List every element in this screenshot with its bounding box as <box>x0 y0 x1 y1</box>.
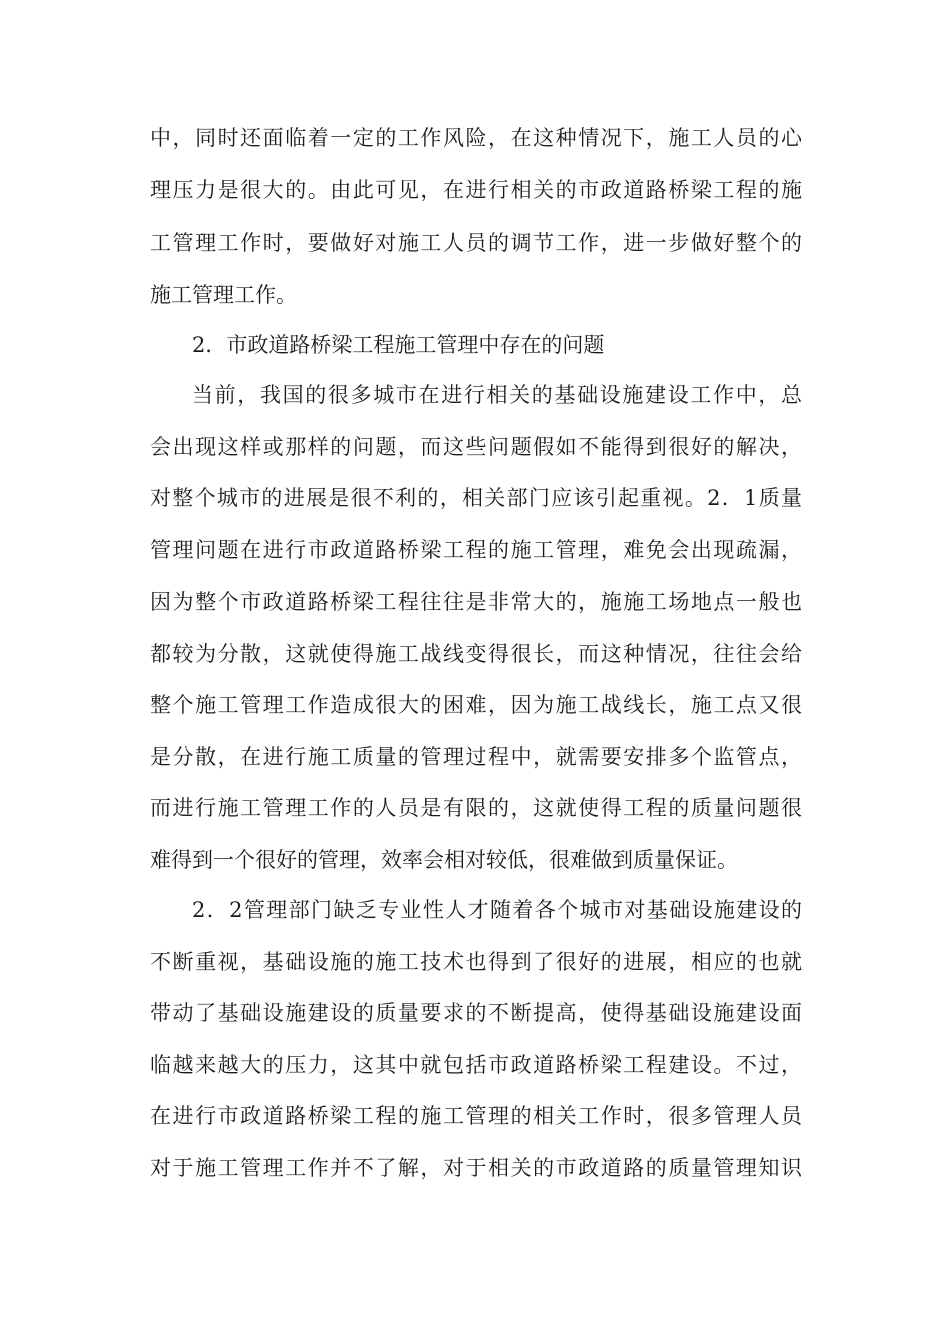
text-line: 中，同时还面临着一定的工作风险，在这种情况下，施工人员的心 <box>150 126 802 150</box>
text-line: 是分散，在进行施工质量的管理过程中，就需要安排多个监管点， <box>150 745 802 769</box>
text-line: 管理问题在进行市政道路桥梁工程的施工管理，难免会出现疏漏， <box>150 538 802 562</box>
text-line: 当前，我国的很多城市在进行相关的基础设施建设工作中，总 <box>192 383 802 407</box>
text-line: 工管理工作时，要做好对施工人员的调节工作，进一步做好整个的 <box>150 231 802 255</box>
text-line: 临越来越大的压力，这其中就包括市政道路桥梁工程建设。不过， <box>150 1053 802 1077</box>
text-line: 难得到一个很好的管理，效率会相对较低，很难做到质量保证。 <box>150 848 738 872</box>
text-line: 在进行市政道路桥梁工程的施工管理的相关工作时，很多管理人员 <box>150 1104 802 1128</box>
text-line: 会出现这样或那样的问题，而这些问题假如不能得到很好的解决， <box>150 435 802 459</box>
text-line: 对整个城市的进展是很不利的，相关部门应该引起重视。2．1质量 <box>150 486 802 510</box>
text-line: 因为整个市政道路桥梁工程往往是非常大的，施施工场地点一般也 <box>150 590 802 614</box>
text-line: 对于施工管理工作并不了解，对于相关的市政道路的质量管理知识 <box>150 1156 802 1180</box>
text-line: 都较为分散，这就使得施工战线变得很长，而这种情况，往往会给 <box>150 642 802 666</box>
text-line: 施工管理工作。 <box>150 283 297 307</box>
text-line: 带动了基础设施建设的质量要求的不断提高，使得基础设施建设面 <box>150 1001 802 1025</box>
text-line: 而进行施工管理工作的人员是有限的，这就使得工程的质量问题很 <box>150 796 802 820</box>
text-line: 2．2管理部门缺乏专业性人才随着各个城市对基础设施建设的 <box>192 898 802 922</box>
text-line: 整个施工管理工作造成很大的困难，因为施工战线长，施工点又很 <box>150 693 802 717</box>
text-line: 理压力是很大的。由此可见，在进行相关的市政道路桥梁工程的施 <box>150 178 802 202</box>
section-heading: 2．市政道路桥梁工程施工管理中存在的问题 <box>192 333 605 357</box>
text-line: 不断重视，基础设施的施工技术也得到了很好的进展，相应的也就 <box>150 950 802 974</box>
